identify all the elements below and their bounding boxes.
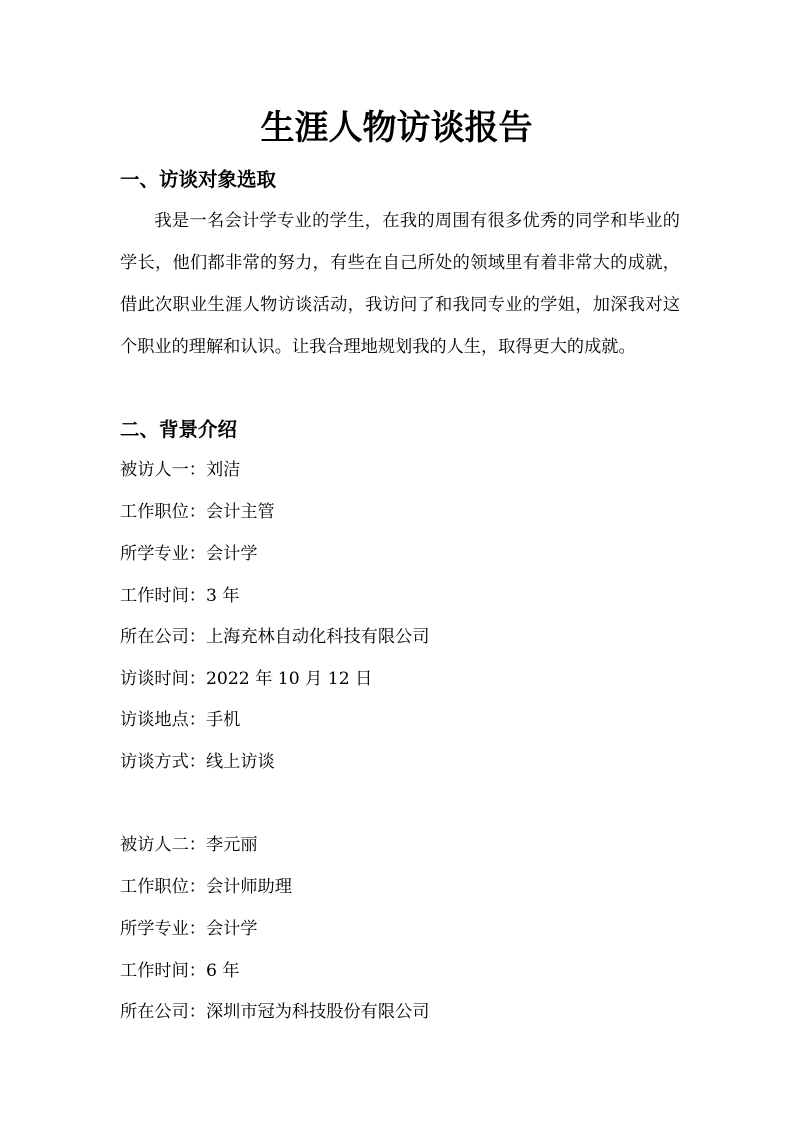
page-title: 生涯人物访谈报告 [260, 108, 533, 148]
info-value: 深圳市冠为科技股份有限公司 [205, 1002, 430, 1022]
info-line-location-1 [120, 706, 680, 734]
info-label: 所学专业： [120, 919, 206, 939]
info-label: 工作职位： [120, 877, 206, 897]
info-line-major-2 [120, 915, 680, 943]
info-value: 会计学 [205, 919, 258, 939]
info-label: 访谈地点： [120, 710, 206, 730]
info-line-company-1 [120, 623, 680, 651]
info-line-position-2 [120, 873, 680, 901]
info-value: 刘洁 [205, 460, 241, 480]
info-line-company-2 [120, 998, 680, 1026]
info-value: 手机 [205, 710, 241, 730]
info-label: 访谈时间： [120, 669, 206, 689]
section-heading-selection: 一、访谈对象选取 [120, 168, 277, 191]
info-label: 所在公司： [120, 627, 206, 647]
info-label: 工作时间： [120, 586, 206, 606]
info-line-method-1 [120, 748, 680, 776]
info-value: 会计主管 [205, 502, 275, 522]
info-line-years-1 [120, 582, 680, 610]
info-value: 3 年 [205, 586, 240, 606]
info-value: 线上访谈 [205, 752, 275, 772]
info-label: 所在公司： [120, 1002, 206, 1022]
info-line-position-1 [120, 498, 680, 526]
selection-paragraph: 我是一名会计学专业的学生，在我的周围有很多优秀的同学和毕业的学长，他们都非常的努力，有些在自己所处的领域里有着非常大的成就，借此次职业生涯人物访谈活动，我访问了和我同专业的学姐，加深我对这个职业的理解和认识。让我合理地规划我的人生，取得更大的成就。 [120, 211, 680, 357]
info-label: 访谈方式： [120, 752, 206, 772]
info-label: 所学专业： [120, 544, 206, 564]
info-line-interviewee-2 [120, 831, 680, 859]
info-value: 6 年 [205, 961, 240, 981]
info-label: 被访人一： [120, 460, 206, 480]
section-heading-background: 二、背景介绍 [120, 418, 238, 441]
info-line-interviewee-1 [120, 456, 680, 484]
info-label: 被访人二： [120, 835, 206, 855]
info-line-major-1 [120, 540, 680, 568]
info-value: 2022 年 10 月 12 日 [205, 669, 373, 689]
info-value: 会计学 [205, 544, 258, 564]
info-line-date-1 [120, 665, 680, 693]
info-line-years-2 [120, 957, 680, 985]
info-label: 工作职位： [120, 502, 206, 522]
info-label: 工作时间： [120, 961, 206, 981]
info-value: 李元丽 [205, 835, 258, 855]
info-value: 上海充林自动化科技有限公司 [205, 627, 430, 647]
info-value: 会计师助理 [205, 877, 292, 897]
